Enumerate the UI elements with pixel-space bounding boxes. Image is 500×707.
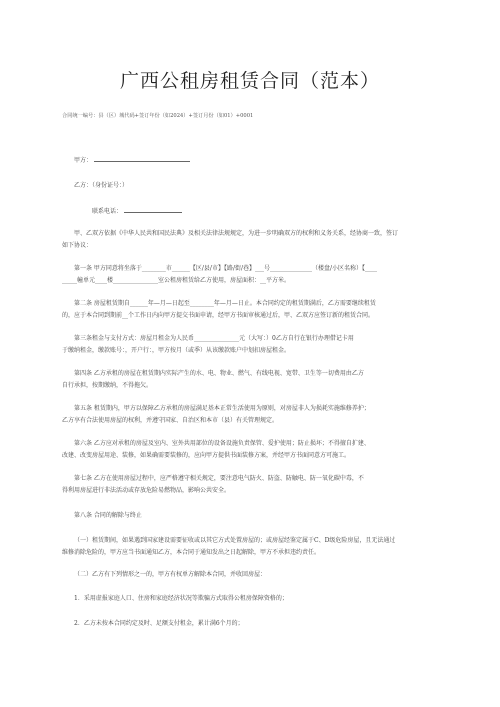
article-3-line-2: 于缴纳租金，缴款账号：，开户行：，甲方按月（或季）从该缴款账户中划扣房屋租金。 (62, 347, 291, 354)
party-b-label: 乙方：（身份证号：） (74, 182, 129, 189)
party-a-label: 甲方： (74, 157, 93, 164)
document-title: 广西公租房租赁合同（范本） (119, 70, 380, 92)
article-1-line-2: _____幢单元____楼_______________室公租房租赁给乙方使用，房屋面积：__平方米。 (62, 277, 291, 284)
article-8-para2: （二）乙方有下列情形之一的，甲方有权单方解除本合同，并收回房屋： (74, 571, 267, 578)
article-8-item-1: 1．采用虚报家庭人口、住房和家庭经济状况等欺骗方式取得公租房保障资格的； (74, 595, 288, 602)
phone-blank (124, 204, 182, 213)
article-8-heading: 第八条 合同的解除与终止 (74, 512, 142, 519)
phone-row (92, 204, 470, 218)
preamble-line-1: 甲、乙双方依据《中华人民共和国民法典》及相关法律法规规定，为进一步明确双方的权利和义务关系，经协商一致，签订 (74, 230, 399, 237)
article-2-line-1: 第二条 房屋租赁期自______年—月—日起至________年—月—日止。本合同约定的租赁期满后，乙方需要继续租赁 (74, 300, 376, 307)
article-3-line-1: 第三条租金与支付方式：房屋月租金为人民币_______________元（大写：）0乙方自行在银行办理借记卡用 (74, 335, 354, 342)
article-1-line-1: 第一条 甲方同意将坐落于________市______【区/县/市】【路/街/巷】___号______________（楼盘/小区名称）【____ (74, 265, 378, 272)
article-8-item-2: 2．乙方未按本合同约定及时、足额支付租金，累计满6个月的； (74, 620, 244, 627)
article-8-para1-line-2: 维修消除危险的，甲方应当书面通知乙方，本合同于通知发出之日起解除，甲方不承担违约责任。 (62, 549, 321, 556)
article-5-line-1: 第五条 租赁期内，甲方以保障乙方承租的房屋满足基本正常生活使用为原则，对房屋非人为损耗实施维修养护； (74, 405, 370, 412)
preamble-line-2: 如下协议： (62, 242, 93, 249)
article-8-para1-line-1: （一）租赁期间，如果遇到国家建设需要征收或以其它方式处置房屋的；或房屋经鉴定属于C、D级危险房屋，且无法通过 (74, 537, 396, 544)
phone-label: 联系电话： (92, 208, 123, 215)
article-4-line-1: 第四条 乙方承租的房屋在租赁期内实际产生的水、电、物业、燃气、有线电视、宽带、卫生等一切费用由乙方 (74, 370, 364, 377)
party-a-row (74, 153, 440, 167)
article-6-line-2: 改建、改变房屋用途、装修，如果确需要装修的，应向甲方提供书面装修方案，并经甲方书面同意方可施工。 (62, 452, 351, 459)
article-2-line-2: 的，应于本合同到期前__个工作日内向甲方提交书面申请，经甲方书面审核通过后，甲、乙双方应签订新的租赁合同。 (62, 312, 375, 319)
article-7-line-1: 第七条 乙方在使用房屋过程中，应严格遵守相关规定，要注意电气防火、防盗、防触电、防一氧化碳中毒，不 (74, 475, 364, 482)
article-6-line-1: 第六条 乙方应对承租的房屋及室内、室外共用部位的设备设施负责保管、爱护使用；防止损坏；不得擅自扩建、 (74, 440, 370, 447)
article-7-line-2: 得利用房屋进行非法活动或存放危险易燃物品，影响公共安全。 (62, 487, 231, 494)
party-a-blank (94, 153, 190, 162)
article-5-line-2: 乙方享有合法使用房屋的权利，并遵守国家、自治区和本市（县）有关管理规定。 (62, 417, 279, 424)
article-4-line-2: 自行承担，按期缴纳，不得拖欠。 (62, 382, 153, 389)
contract-code: 合同统一编号：县（区）城代码+签订年份（如2024）+签订月份（如01）+0001 (62, 113, 254, 119)
